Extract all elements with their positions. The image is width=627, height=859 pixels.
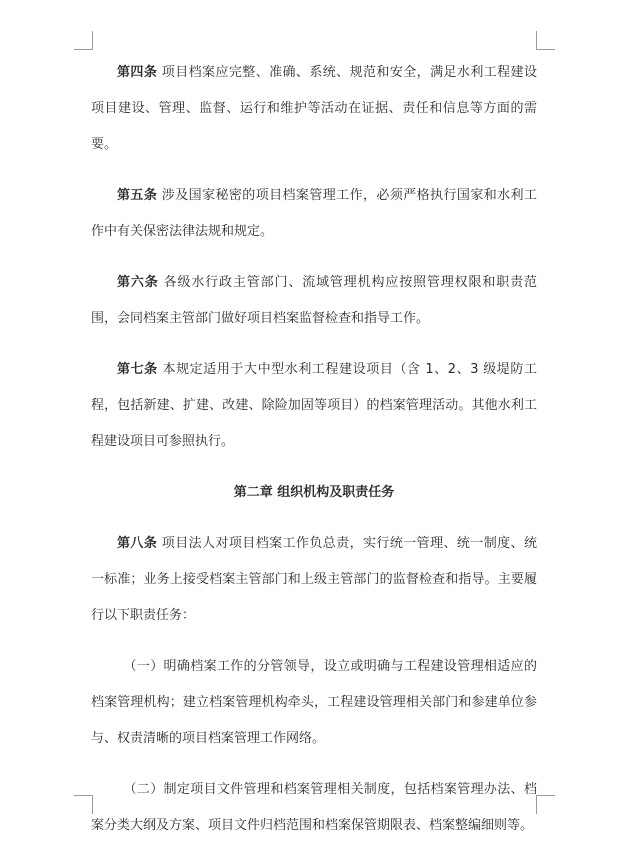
article-label: 第六条	[117, 275, 159, 290]
article-5	[91, 178, 537, 250]
article-7	[91, 352, 537, 460]
article-label: 第七条	[117, 362, 158, 377]
document-page	[91, 55, 537, 859]
article-label: 第五条	[117, 188, 158, 203]
article-6	[91, 265, 537, 337]
article-8	[91, 526, 537, 634]
list-item: （二）制定项目文件管理和档案管理相关制度，包括档案管理办法、档案分类大纲及方案、项目文件归档范围和档案保管期限表、档案整编细则等。	[91, 782, 537, 833]
chapter-heading: 第二章 组织机构及职责任务	[233, 485, 395, 500]
page-corner-mark-top-right	[536, 31, 555, 50]
article-text: 本规定适用于大中型水利工程建设项目（含 1、2、3 级堤防工程，包括新建、扩建、改建、除险加固等项目）的档案管理活动。其他水利工程建设项目可参照执行。	[91, 362, 537, 449]
article-text: 项目法人对项目档案工作负总责，实行统一管理、统一制度、统一标准；业务上接受档案主管部门和上级主管部门的监督检查和指导。主要履行以下职责任务：	[91, 536, 537, 623]
article-text: 涉及国家秘密的项目档案管理工作，必须严格执行国家和水利工作中有关保密法律法规和规定。	[91, 188, 537, 239]
list-item: （一）明确档案工作的分管领导，设立或明确与工程建设管理相适应的档案管理机构；建立档案管理机构牵头，工程建设管理相关部门和参建单位参与、权责清晰的项目档案管理工作网络。	[91, 659, 537, 746]
article-label: 第四条	[117, 65, 158, 80]
article-label: 第八条	[117, 536, 158, 551]
article-text: 各级水行政主管部门、流域管理机构应按照管理权限和职责范围，会同档案主管部门做好项目档案监督检查和指导工作。	[91, 275, 537, 326]
article-4	[91, 55, 537, 163]
page-corner-mark-top-left	[74, 31, 93, 50]
page-corner-mark-bottom-right	[536, 795, 555, 814]
article-text: 项目档案应完整、准确、系统、规范和安全，满足水利工程建设项目建设、管理、监督、运行和维护等活动在证据、责任和信息等方面的需要。	[91, 65, 537, 152]
